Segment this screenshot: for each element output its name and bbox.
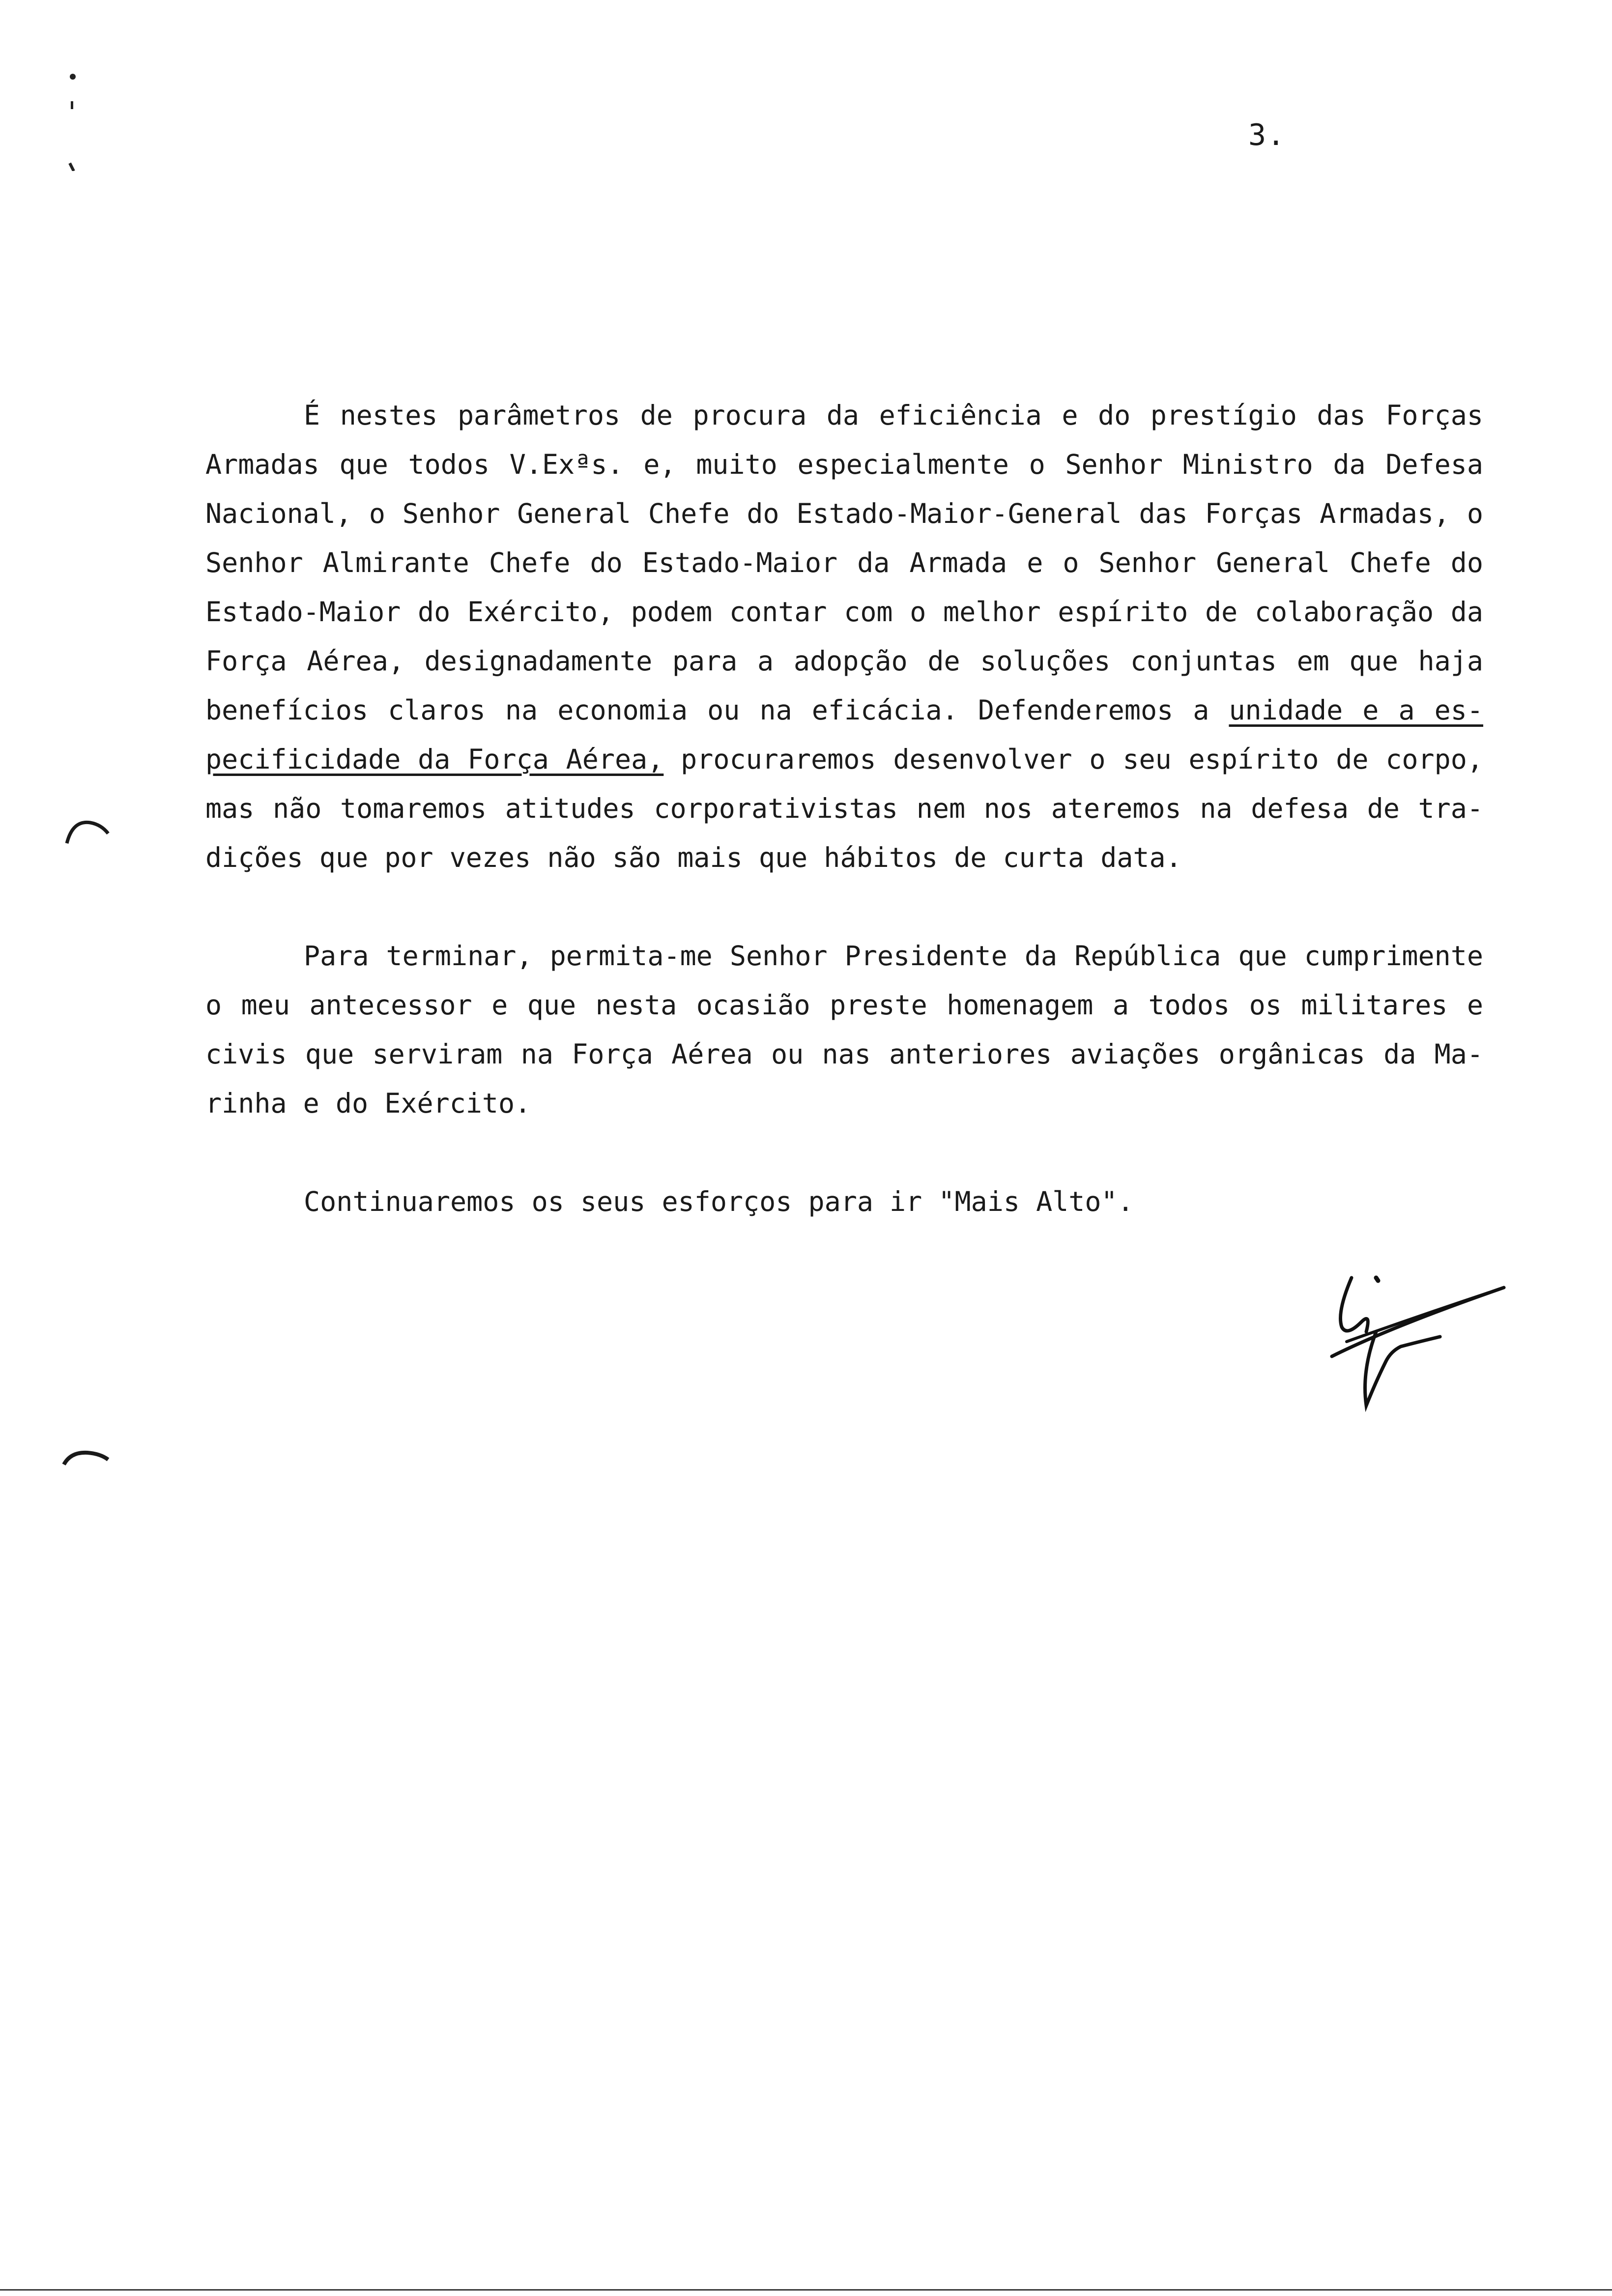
paragraph-line: Para terminar, permita-me Senhor Presidente da República que cumprimente — [304, 940, 1483, 972]
page-number: 3. — [1248, 118, 1286, 152]
paragraph-line: É nestes parâmetros de procura da eficiência e do prestígio das Forças — [304, 400, 1483, 431]
paragraph-line: rinha e do Exército. — [205, 1088, 531, 1119]
margin-dot-mark — [68, 73, 78, 171]
paragraph-line: Senhor Almirante Chefe do Estado-Maior da Armada e o Senhor General Chefe do — [205, 547, 1483, 578]
underlined-phrase: unidade e a es- — [1229, 694, 1483, 726]
paragraph-line — [205, 735, 1483, 784]
paragraph-line: Estado-Maior do Exército, podem contar com o melhor espírito de colaboração da — [205, 596, 1483, 628]
margin-hole-mark — [61, 1445, 110, 1474]
underlined-phrase: pecificidade da Força Aérea, — [205, 744, 664, 775]
paragraph-line: dições que por vezes não são mais que hábitos de curta data. — [205, 842, 1182, 873]
paragraph-line: mas não tomaremos atitudes corporativistas nem nos ateremos na defesa de tra- — [205, 793, 1483, 824]
signature — [1317, 1258, 1514, 1415]
paragraph-line: Nacional, o Senhor General Chefe do Estado-Maior-General das Forças Armadas, o — [205, 498, 1483, 529]
scan-edge-line — [0, 2289, 1612, 2291]
paragraph-line: civis que serviram na Força Aérea ou nas anteriores aviações orgânicas da Ma- — [205, 1038, 1483, 1070]
margin-hole-mark — [63, 816, 112, 845]
paragraph-line: Força Aérea, designadamente para a adopção de soluções conjuntas em que haja — [205, 645, 1483, 677]
paragraph-line: Armadas que todos V.Exªs. e, muito especialmente o Senhor Ministro da Defesa — [205, 449, 1483, 480]
paragraph-line: o meu antecessor e que nesta ocasião preste homenagem a todos os militares e — [205, 989, 1483, 1021]
paragraph-line-text: procuraremos desenvolver o seu espírito de corpo, — [663, 744, 1483, 775]
paragraph-line-text: benefícios claros na economia ou na eficácia. Defenderemos a — [205, 694, 1209, 726]
paragraph-line: Continuaremos os seus esforços para ir "Mais Alto". — [304, 1186, 1134, 1217]
paragraph-line — [205, 686, 1483, 735]
